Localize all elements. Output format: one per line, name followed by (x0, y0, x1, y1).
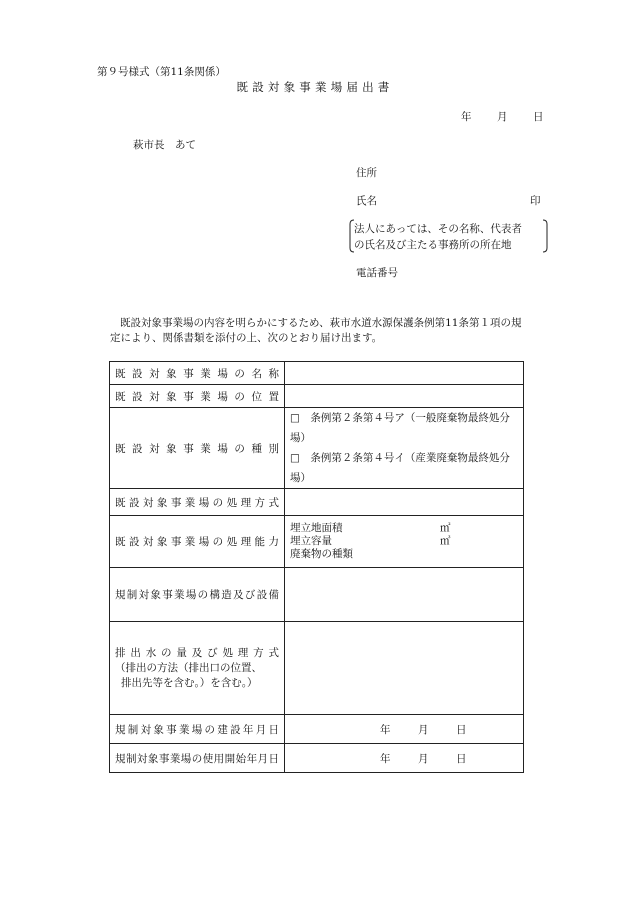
facility-location-cell[interactable] (285, 385, 524, 408)
corporate-note (349, 219, 548, 253)
landfill-area-row[interactable] (290, 522, 518, 535)
construction-date-cell[interactable] (285, 715, 524, 744)
waste-type-row[interactable] (290, 548, 518, 561)
facility-location-label: 既設対象事業場の位置 (110, 385, 285, 408)
processing-method-label: 既設対象事業場の処理方式 (110, 489, 285, 516)
start-date-label: 規制対象事業場の使用開始年月日 (110, 744, 285, 773)
addressee: 萩市長 あて (133, 139, 196, 151)
facility-name-label: 既設対象事業場の名称 (110, 362, 285, 385)
seal-mark: 印 (530, 195, 541, 207)
corporate-note-line-1: 法人にあっては、その名称、代表者 (354, 223, 522, 235)
table-row (110, 408, 524, 489)
name-label: 氏名 (356, 195, 377, 207)
phone-label: 電話番号 (356, 267, 398, 279)
declaration-line-1: 既設対象事業場の内容を明らかにするため、萩市水道水源保護条例第11条第１項の規 (120, 317, 522, 329)
table-row (110, 362, 524, 385)
type-option-general-waste[interactable]: □ 条例第２条第４号ア（一般廃棄物最終処分場） (290, 412, 510, 444)
structure-equipment-cell[interactable] (285, 568, 524, 622)
landfill-volume-label: 埋立容量 (290, 535, 332, 547)
landfill-volume-row[interactable] (290, 535, 518, 548)
declaration-line-2: 定により、関係書類を添付の上、次のとおり届け出ます。 (110, 332, 383, 344)
start-date-cell[interactable] (285, 744, 524, 773)
square-meter-unit: ㎡ (440, 522, 451, 534)
facility-type-label: 既設対象事業場の種別 (110, 408, 285, 489)
processing-capacity-cell (285, 516, 524, 568)
landfill-area-label: 埋立地面積 (290, 522, 343, 534)
drainage-cell[interactable] (285, 622, 524, 715)
corporate-note-line-2: の氏名及び主たる事務所の所在地 (354, 239, 512, 251)
start-year-label: 年 (380, 752, 391, 765)
date-month-label: 月 (497, 111, 508, 123)
processing-method-cell[interactable] (285, 489, 524, 516)
declaration-text (110, 316, 540, 346)
facility-type-cell (285, 408, 524, 489)
start-month-label: 月 (418, 752, 429, 765)
cubic-meter-unit: ㎥ (440, 535, 451, 547)
form-number: 第９号様式（第11条関係） (97, 66, 226, 78)
table-row (110, 489, 524, 516)
construction-day-label: 日 (456, 723, 467, 736)
document-title: 既設対象事業場届出書 (236, 80, 394, 94)
table-row (110, 744, 524, 773)
table-row (110, 568, 524, 622)
drainage-label: 排出水の量及び処理方式 （排出の方法（排出口の位置、 排出先等を含む。）を含む。） (110, 622, 285, 715)
facility-info-table (109, 361, 524, 773)
type-option-industrial-waste[interactable]: □ 条例第２条第４号イ（産業廃棄物最終処分場） (290, 452, 510, 484)
construction-year-label: 年 (380, 723, 391, 736)
address-label: 住所 (356, 167, 377, 179)
table-row (110, 622, 524, 715)
table-row (110, 385, 524, 408)
table-row (110, 715, 524, 744)
processing-capacity-label: 既設対象事業場の処理能力 (110, 516, 285, 568)
structure-equipment-label: 規制対象事業場の構造及び設備 (110, 568, 285, 622)
date-day-label: 日 (533, 111, 544, 123)
waste-type-label: 廃棄物の種類 (290, 548, 353, 560)
start-day-label: 日 (456, 752, 467, 765)
construction-month-label: 月 (418, 723, 429, 736)
facility-name-cell[interactable] (285, 362, 524, 385)
construction-date-label: 規制対象事業場の建設年月日 (110, 715, 285, 744)
date-year-label: 年 (461, 111, 472, 123)
table-row (110, 516, 524, 568)
